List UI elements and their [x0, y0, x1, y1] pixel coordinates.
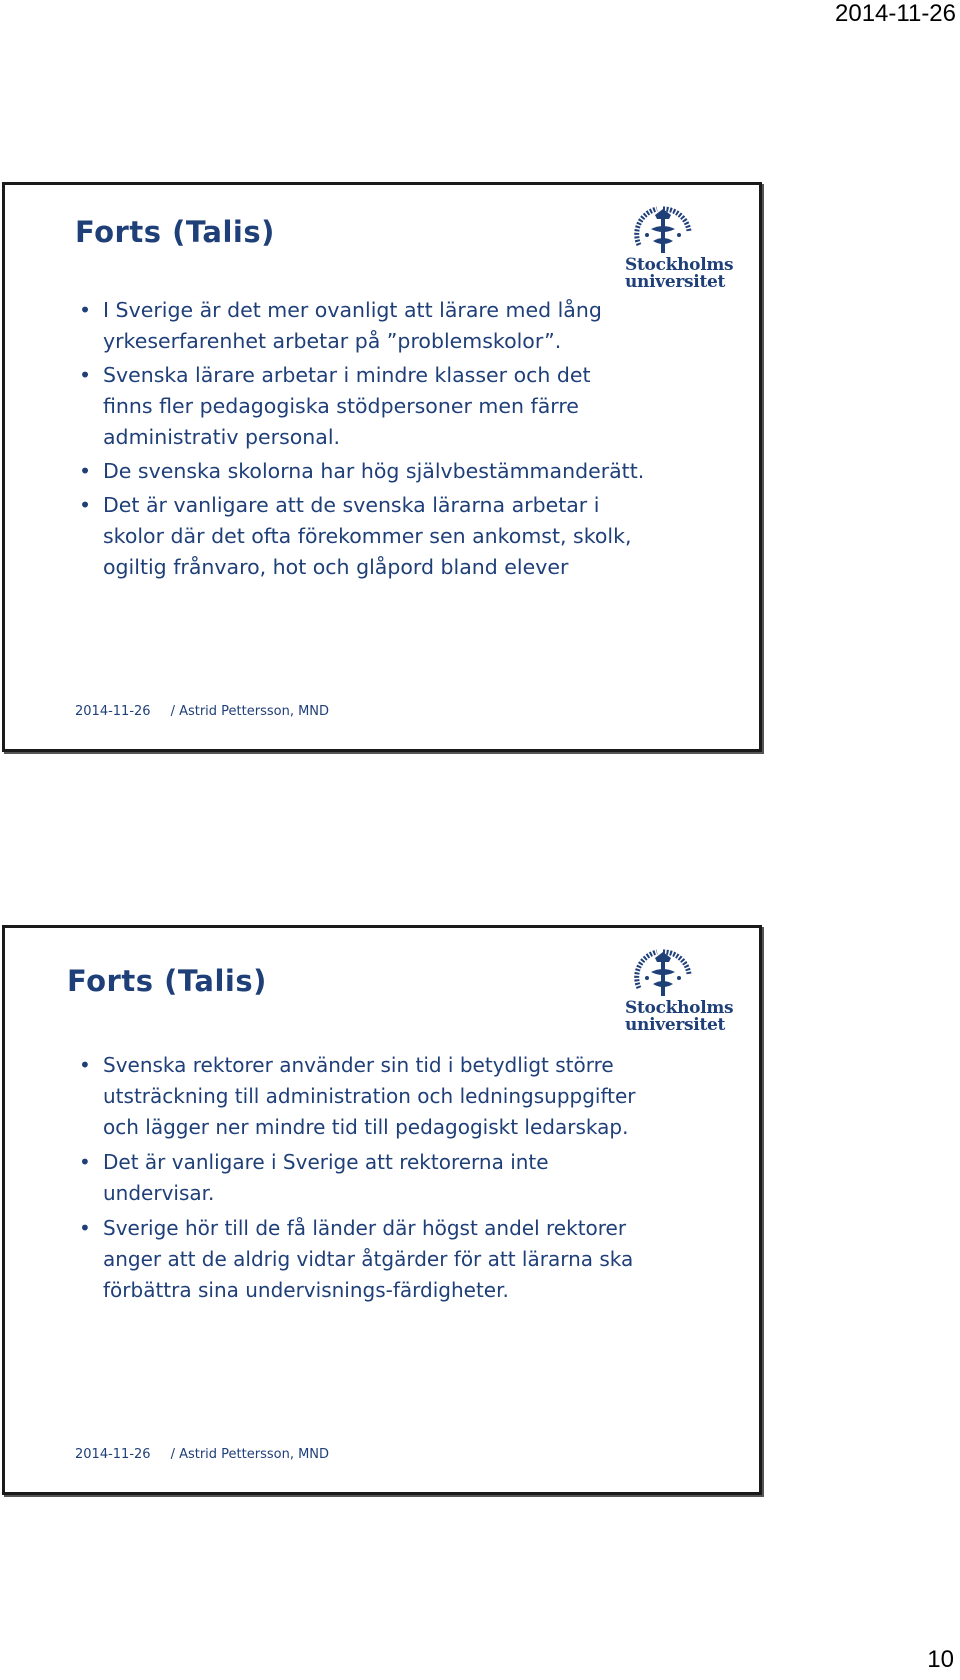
- slide-1: [2, 182, 762, 752]
- slide-title: Forts (Talis): [67, 964, 267, 998]
- logo-line-1: Stockholms: [625, 255, 734, 275]
- bullet-list: [75, 1050, 645, 1310]
- logo-line-2: universitet: [625, 272, 726, 292]
- logo-wordmark: [625, 1000, 735, 1034]
- bullet-item: • Det är vanligare i Sverige att rektorerna inte undervisar.: [75, 1147, 645, 1209]
- stockholm-university-logo: [625, 948, 735, 1040]
- page-number: 10: [927, 1646, 954, 1673]
- footer-author: / Astrid Pettersson, MND: [170, 1447, 330, 1462]
- footer-date: 2014-11-26: [75, 1447, 151, 1462]
- bullet-item: • Svenska lärare arbetar i mindre klasser och det finns fler pedagogiska stödpersoner men färre administrativ personal.: [75, 360, 645, 453]
- page-header-date: 2014-11-26: [835, 0, 956, 27]
- slide-title: Forts (Talis): [75, 215, 275, 249]
- footer-author: / Astrid Pettersson, MND: [170, 704, 330, 719]
- university-seal-icon: [633, 948, 693, 1000]
- bullet-item: • I Sverige är det mer ovanligt att lärare med lång yrkeserfarenhet arbetar på ”problemskolor”.: [75, 295, 645, 357]
- bullet-list: [75, 295, 645, 586]
- bullet-item: • Svenska rektorer använder sin tid i betydligt större utsträckning till administration och ledningsuppgifter och lägger ner mindre tid till pedagogiskt ledarskap.: [75, 1050, 645, 1143]
- bullet-item: • Sverige hör till de få länder där högst andel rektorer anger att de aldrig vidtar åtgärder för att lärarna ska förbättra sina undervisnings-färdigheter.: [75, 1213, 645, 1306]
- slide-footer: [75, 1447, 329, 1462]
- university-seal-icon: [633, 205, 693, 257]
- slide-footer: [75, 704, 329, 719]
- footer-date: 2014-11-26: [75, 704, 151, 719]
- logo-line-2: universitet: [625, 1015, 726, 1035]
- bullet-item: • De svenska skolorna har hög självbestämmanderätt.: [75, 456, 645, 487]
- logo-wordmark: [625, 257, 735, 291]
- bullet-item: • Det är vanligare att de svenska lärarna arbetar i skolor där det ofta förekommer sen ankomst, skolk, ogiltig frånvaro, hot och glåpord bland elever: [75, 490, 645, 583]
- slide-2: [2, 925, 762, 1495]
- stockholm-university-logo: [625, 205, 735, 297]
- logo-line-1: Stockholms: [625, 998, 734, 1018]
